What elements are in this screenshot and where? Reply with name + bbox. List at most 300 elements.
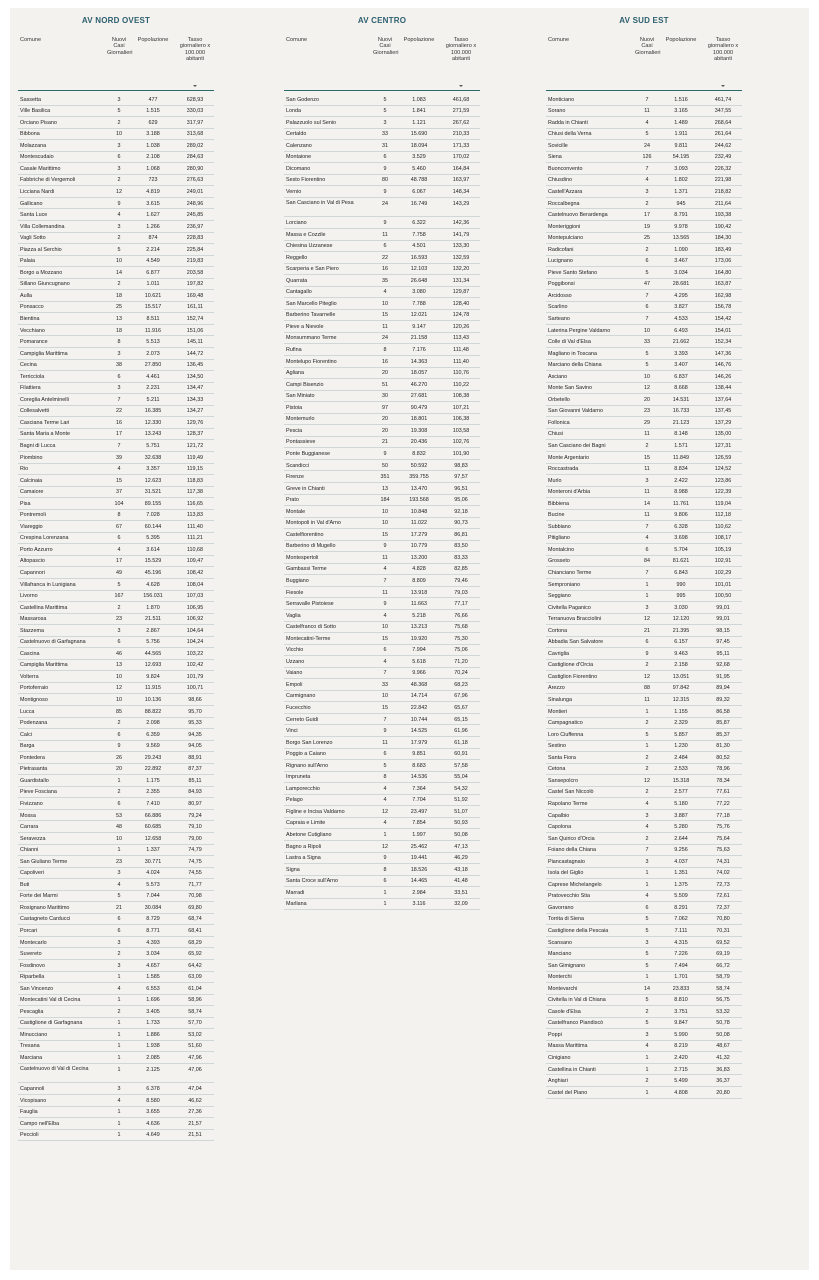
table-row xyxy=(18,683,214,695)
tasso-cell: 85,37 xyxy=(716,731,730,738)
comune-cell: Fauglia xyxy=(20,1109,38,1116)
comune-cell: Rapolano Terme xyxy=(548,800,588,807)
popolazione-cell: 14.363 xyxy=(410,358,428,365)
table-row xyxy=(18,94,214,106)
table-row xyxy=(284,252,480,264)
comune-cell: Monticiano xyxy=(548,96,575,103)
popolazione-cell: 8.729 xyxy=(146,916,160,923)
nuovi-casi-cell: 47 xyxy=(644,281,650,288)
comune-cell: Cantagallo xyxy=(286,289,312,296)
popolazione-cell: 81.621 xyxy=(672,558,690,565)
tasso-cell: 108,04 xyxy=(186,581,204,588)
table-row xyxy=(284,460,480,472)
popolazione-cell: 8.810 xyxy=(674,997,688,1004)
table-row xyxy=(18,591,214,603)
popolazione-cell: 6.067 xyxy=(412,188,426,195)
nuovi-casi-cell: 3 xyxy=(645,858,649,865)
nuovi-casi-cell: 2 xyxy=(645,754,649,761)
header-line: Tasso xyxy=(187,37,203,43)
nuovi-casi-cell: 11 xyxy=(644,108,650,115)
nuovi-casi-cell: 10 xyxy=(382,520,388,527)
popolazione-cell: 2.422 xyxy=(674,477,688,484)
sort-arrow-icon[interactable] xyxy=(193,85,197,87)
comune-cell: Bagno a Ripoli xyxy=(286,843,322,850)
table-row xyxy=(284,448,480,460)
section-av-centro xyxy=(284,8,480,910)
tasso-cell: 99,01 xyxy=(716,616,730,623)
popolazione-cell: 11.849 xyxy=(672,454,690,461)
popolazione-cell: 16.733 xyxy=(672,408,690,415)
popolazione-cell: 3.529 xyxy=(412,154,426,161)
table-row xyxy=(18,325,214,337)
nuovi-casi-cell: 10 xyxy=(116,697,122,704)
popolazione-cell: 19.920 xyxy=(410,635,428,642)
table-row xyxy=(284,541,480,553)
comune-cell: Poggibonsi xyxy=(548,281,575,288)
header-line: Nuovi Casi xyxy=(111,37,127,50)
popolazione-cell: 7.364 xyxy=(412,785,426,792)
tasso-cell: 107,21 xyxy=(452,404,470,411)
table-row xyxy=(18,383,214,395)
popolazione-cell: 8.291 xyxy=(674,904,688,911)
comune-cell: San Godenzo xyxy=(286,96,319,103)
tasso-cell: 161,11 xyxy=(186,304,204,311)
comune-cell: Fiesole xyxy=(286,589,304,596)
tasso-cell: 143,29 xyxy=(452,200,470,207)
nuovi-casi-cell: 3 xyxy=(117,870,121,877)
nuovi-casi-cell: 3 xyxy=(117,142,121,149)
comune-cell: Fucecchio xyxy=(286,704,311,711)
popolazione-cell: 990 xyxy=(676,581,686,588)
table-row xyxy=(546,706,742,718)
popolazione-cell: 10.621 xyxy=(144,292,162,299)
popolazione-cell: 15.517 xyxy=(144,304,162,311)
tasso-cell: 68,23 xyxy=(454,681,468,688)
tasso-cell: 113,43 xyxy=(452,335,470,342)
nuovi-casi-cell: 31 xyxy=(382,142,388,149)
nuovi-casi-cell: 22 xyxy=(382,254,388,261)
popolazione-cell: 13.051 xyxy=(672,673,690,680)
table-row xyxy=(18,1130,214,1142)
popolazione-cell: 5.180 xyxy=(674,800,688,807)
tasso-cell: 98,15 xyxy=(716,627,730,634)
comune-cell: Castell'Azzara xyxy=(548,188,583,195)
comune-cell: Calci xyxy=(20,731,32,738)
popolazione-cell: 2.214 xyxy=(146,246,160,253)
sort-arrow-icon[interactable] xyxy=(459,85,463,87)
nuovi-casi-cell: 1 xyxy=(645,743,649,750)
table-row xyxy=(284,425,480,437)
popolazione-cell: 9.824 xyxy=(146,673,160,680)
table-row xyxy=(18,972,214,984)
tasso-cell: 164,80 xyxy=(714,269,732,276)
tasso-cell: 276,63 xyxy=(186,177,204,184)
nuovi-casi-cell: 11 xyxy=(382,554,388,561)
nuovi-casi-cell: 1 xyxy=(645,1066,649,1073)
popolazione-cell: 16.749 xyxy=(410,200,428,207)
header-comune-label: Comune xyxy=(20,37,42,43)
popolazione-cell: 11.916 xyxy=(144,327,162,334)
comune-cell: Foiano della Chiana xyxy=(548,847,596,854)
popolazione-cell: 9.147 xyxy=(412,323,426,330)
comune-cell: Santa Croce sull'Arno xyxy=(286,878,338,885)
tasso-cell: 108,38 xyxy=(452,393,470,400)
popolazione-cell: 7.044 xyxy=(146,893,160,900)
tasso-cell: 110,68 xyxy=(186,546,204,553)
tasso-cell: 232,49 xyxy=(714,154,732,161)
table-row xyxy=(546,1064,742,1076)
tasso-cell: 77,22 xyxy=(716,800,730,807)
nuovi-casi-cell: 1 xyxy=(645,581,649,588)
popolazione-cell: 4.461 xyxy=(146,373,160,380)
comune-cell: Bibbiena xyxy=(548,500,569,507)
comune-cell: Vernio xyxy=(286,188,302,195)
popolazione-cell: 66.886 xyxy=(144,812,162,819)
tasso-cell: 74,79 xyxy=(188,847,202,854)
comune-cell: Castel del Piano xyxy=(548,1089,588,1096)
popolazione-cell: 27.850 xyxy=(144,362,162,369)
comune-cell: Castelfranco Piandiscò xyxy=(548,1020,604,1027)
popolazione-cell: 3.655 xyxy=(146,1109,160,1116)
comune-cell: Bibbona xyxy=(20,131,40,138)
nuovi-casi-cell: 3 xyxy=(645,477,649,484)
popolazione-cell: 2.867 xyxy=(146,627,160,634)
popolazione-cell: 6.328 xyxy=(674,523,688,530)
comune-cell: Castelnuovo Berardenga xyxy=(548,212,608,219)
nuovi-casi-cell: 4 xyxy=(645,119,649,126)
tasso-cell: 146,26 xyxy=(714,373,732,380)
table-row xyxy=(284,163,480,175)
section-title: AV CENTRO xyxy=(357,16,407,25)
tasso-cell: 122,39 xyxy=(714,489,732,496)
comune-cell: Montieri xyxy=(548,708,568,715)
nuovi-casi-cell: 6 xyxy=(117,639,121,646)
tasso-cell: 118,83 xyxy=(186,477,204,484)
table-row xyxy=(18,302,214,314)
tasso-cell: 79,24 xyxy=(188,812,202,819)
popolazione-cell: 2.420 xyxy=(674,1054,688,1061)
comune-cell: Massa Marittima xyxy=(548,1043,588,1050)
comune-cell: Filattiera xyxy=(20,385,41,392)
nuovi-casi-cell: 5 xyxy=(383,96,387,103)
comune-cell: Castelfiorentino xyxy=(286,531,324,538)
tasso-cell: 58,74 xyxy=(188,1008,202,1015)
nuovi-casi-cell: 9 xyxy=(383,165,387,172)
comune-cell: Anghiari xyxy=(548,1078,568,1085)
tasso-cell: 50,78 xyxy=(716,1020,730,1027)
table-row xyxy=(546,833,742,845)
nuovi-casi-cell: 5 xyxy=(645,362,649,369)
tasso-cell: 111,40 xyxy=(453,358,469,365)
comune-cell: Scansano xyxy=(548,939,572,946)
table-row xyxy=(284,241,480,253)
table-row xyxy=(18,752,214,764)
comune-cell: Impruneta xyxy=(286,774,311,781)
popolazione-cell: 7.111 xyxy=(674,927,688,934)
popolazione-cell: 5.704 xyxy=(674,546,688,553)
nuovi-casi-cell: 2 xyxy=(645,1078,649,1085)
table-row xyxy=(546,591,742,603)
table-row xyxy=(284,772,480,784)
comune-cell: Carrara xyxy=(20,824,39,831)
comune-cell: Seggiano xyxy=(548,593,571,600)
comune-cell: Volterra xyxy=(20,673,39,680)
nuovi-casi-cell: 50 xyxy=(382,462,388,469)
table-row xyxy=(546,221,742,233)
nuovi-casi-cell: 33 xyxy=(382,131,388,138)
tasso-cell: 71,20 xyxy=(454,658,468,665)
table-row xyxy=(546,1018,742,1030)
comune-cell: Vaiano xyxy=(286,670,303,677)
popolazione-cell: 9.978 xyxy=(674,223,688,230)
tasso-cell: 280,90 xyxy=(186,165,204,172)
table-row xyxy=(546,983,742,995)
comune-cell: Coreglia Antelminelli xyxy=(20,396,69,403)
nuovi-casi-cell: 1 xyxy=(117,1109,121,1116)
popolazione-cell: 7.994 xyxy=(412,647,426,654)
comune-cell: Palaia xyxy=(20,258,35,265)
tasso-cell: 106,38 xyxy=(452,416,470,423)
popolazione-cell: 19.441 xyxy=(410,855,428,862)
nuovi-casi-cell: 1 xyxy=(117,1031,121,1038)
comune-cell: Signa xyxy=(286,866,300,873)
table-row xyxy=(18,625,214,637)
comune-cell: Cortona xyxy=(548,627,568,634)
comune-cell: Villafranca in Lunigiana xyxy=(20,581,76,588)
table-row xyxy=(284,129,480,141)
table-row xyxy=(546,902,742,914)
nuovi-casi-cell: 16 xyxy=(116,419,122,426)
nuovi-casi-cell: 10 xyxy=(644,373,650,380)
comune-cell: Orbetello xyxy=(548,396,570,403)
tasso-cell: 71,77 xyxy=(188,881,202,888)
table-row xyxy=(284,853,480,865)
table-row xyxy=(546,117,742,129)
table-row xyxy=(546,313,742,325)
table-row xyxy=(284,829,480,841)
nuovi-casi-cell: 97 xyxy=(382,404,388,411)
tasso-cell: 108,17 xyxy=(714,535,732,542)
tasso-cell: 57,58 xyxy=(454,762,468,769)
tasso-cell: 248,96 xyxy=(186,200,204,207)
comune-cell: Terranuova Bracciolini xyxy=(548,616,602,623)
table-row xyxy=(284,529,480,541)
comune-cell: Guardistallo xyxy=(20,777,49,784)
table-row xyxy=(18,902,214,914)
nuovi-casi-cell: 9 xyxy=(117,743,121,750)
table-row xyxy=(18,544,214,556)
nuovi-casi-cell: 11 xyxy=(382,589,388,596)
comune-cell: Castiglione di Garfagnana xyxy=(20,1020,83,1027)
header-line: Giornalieri xyxy=(635,49,661,56)
nuovi-casi-cell: 351 xyxy=(380,474,390,481)
table-row xyxy=(18,267,214,279)
comune-cell: Vaglia xyxy=(286,612,301,619)
tasso-cell: 79,00 xyxy=(188,835,202,842)
comune-cell: Orciano Pisano xyxy=(20,119,57,126)
tasso-cell: 134,33 xyxy=(186,396,204,403)
header-line: Popolazione xyxy=(665,37,697,43)
tasso-cell: 41,48 xyxy=(454,878,468,885)
popolazione-cell: 1.155 xyxy=(674,708,688,715)
comune-cell: Sovicille xyxy=(548,142,568,149)
popolazione-cell: 21.395 xyxy=(672,627,690,634)
popolazione-cell: 29.243 xyxy=(144,754,162,761)
tasso-cell: 58,74 xyxy=(716,985,730,992)
comune-cell: Barberino di Mugello xyxy=(286,543,336,550)
popolazione-cell: 3.030 xyxy=(674,604,688,611)
nuovi-casi-cell: 1 xyxy=(117,1132,121,1139)
comune-cell: Civitella Paganico xyxy=(548,604,591,611)
tasso-cell: 151,06 xyxy=(186,327,204,334)
nuovi-casi-cell: 5 xyxy=(645,731,649,738)
popolazione-cell: 1.337 xyxy=(146,847,160,854)
popolazione-cell: 2.644 xyxy=(674,835,688,842)
comune-cell: Empoli xyxy=(286,681,303,688)
popolazione-cell: 8.148 xyxy=(674,431,688,438)
nuovi-casi-cell: 5 xyxy=(117,893,121,900)
tasso-cell: 148,34 xyxy=(452,188,470,195)
popolazione-cell: 874 xyxy=(148,235,158,242)
nuovi-casi-cell: 84 xyxy=(644,558,650,565)
nuovi-casi-cell: 10 xyxy=(382,508,388,515)
table-row xyxy=(284,575,480,587)
comune-cell: Poppi xyxy=(548,1031,562,1038)
popolazione-cell: 6.877 xyxy=(146,269,160,276)
nuovi-casi-cell: 14 xyxy=(116,269,122,276)
tasso-cell: 21,57 xyxy=(188,1120,202,1127)
popolazione-cell: 477 xyxy=(148,96,158,103)
tasso-cell: 236,97 xyxy=(186,223,204,230)
nuovi-casi-cell: 6 xyxy=(383,243,387,250)
comune-cell: Collesalvetti xyxy=(20,408,50,415)
nuovi-casi-cell: 3 xyxy=(117,939,121,946)
popolazione-cell: 11.663 xyxy=(410,601,428,608)
popolazione-cell: 2.355 xyxy=(146,789,160,796)
table-row xyxy=(284,760,480,772)
comune-cell: Montalcino xyxy=(548,546,575,553)
popolazione-cell: 2.098 xyxy=(146,720,160,727)
comune-cell: Londa xyxy=(286,108,301,115)
popolazione-cell: 5.499 xyxy=(674,1078,688,1085)
tasso-cell: 261,64 xyxy=(714,131,732,138)
nuovi-casi-cell: 15 xyxy=(382,704,388,711)
popolazione-cell: 1.585 xyxy=(146,974,160,981)
nuovi-casi-cell: 5 xyxy=(117,246,121,253)
table-row xyxy=(284,298,480,310)
comune-cell: Massarosa xyxy=(20,616,47,623)
table-row xyxy=(546,948,742,960)
table-row xyxy=(18,1052,214,1064)
table-row xyxy=(18,868,214,880)
tasso-cell: 77,18 xyxy=(716,812,730,819)
table-row xyxy=(284,725,480,737)
comune-cell: Campo nell'Elba xyxy=(20,1120,60,1127)
table-row xyxy=(284,356,480,368)
comune-cell: Agliana xyxy=(286,370,304,377)
table-row xyxy=(546,348,742,360)
nuovi-casi-cell: 11 xyxy=(644,466,650,473)
tasso-cell: 92,68 xyxy=(716,662,730,669)
popolazione-cell: 12.315 xyxy=(672,697,690,704)
comune-cell: Montopoli in Val d'Arno xyxy=(286,520,341,527)
table-row xyxy=(18,452,214,464)
nuovi-casi-cell: 19 xyxy=(644,223,650,230)
nuovi-casi-cell: 4 xyxy=(117,466,121,473)
tasso-cell: 162,98 xyxy=(714,292,732,299)
table-row xyxy=(284,864,480,876)
popolazione-cell: 3.080 xyxy=(412,289,426,296)
nuovi-casi-cell: 5 xyxy=(383,762,387,769)
popolazione-cell: 2.577 xyxy=(674,789,688,796)
table-row xyxy=(546,94,742,106)
nuovi-casi-cell: 4 xyxy=(383,797,387,804)
tasso-cell: 79,03 xyxy=(454,589,468,596)
nuovi-casi-cell: 9 xyxy=(383,855,387,862)
tasso-cell: 89,32 xyxy=(716,697,730,704)
table-row xyxy=(18,1029,214,1041)
nuovi-casi-cell: 6 xyxy=(383,751,387,758)
table-row xyxy=(18,498,214,510)
popolazione-cell: 5.990 xyxy=(674,1031,688,1038)
comune-cell: Piombino xyxy=(20,454,43,461)
table-row xyxy=(546,995,742,1007)
table-header xyxy=(546,37,742,91)
popolazione-cell: 2.329 xyxy=(674,720,688,727)
table-row xyxy=(18,995,214,1007)
header-line: Tasso xyxy=(453,37,469,43)
tasso-cell: 90,73 xyxy=(454,520,468,527)
popolazione-cell: 22.892 xyxy=(144,766,162,773)
table-row xyxy=(284,876,480,888)
popolazione-cell: 3.615 xyxy=(146,200,160,207)
comune-cell: Montignoso xyxy=(20,697,48,704)
nuovi-casi-cell: 10 xyxy=(116,258,122,265)
tasso-cell: 132,20 xyxy=(452,266,470,273)
nuovi-casi-cell: 6 xyxy=(645,304,649,311)
comune-cell: Monsummano Terme xyxy=(286,335,337,342)
comune-cell: Licciana Nardi xyxy=(20,188,55,195)
table-row xyxy=(284,702,480,714)
popolazione-cell: 10.744 xyxy=(410,716,428,723)
tasso-cell: 128,37 xyxy=(186,431,204,438)
nuovi-casi-cell: 10 xyxy=(644,327,650,334)
table-body xyxy=(546,94,742,1099)
nuovi-casi-cell: 184 xyxy=(380,497,390,504)
popolazione-cell: 3.093 xyxy=(674,165,688,172)
comune-cell: Ville Basilica xyxy=(20,108,51,115)
nuovi-casi-cell: 2 xyxy=(117,281,121,288)
popolazione-cell: 9.256 xyxy=(674,847,688,854)
comune-cell: Camaiore xyxy=(20,489,44,496)
tasso-cell: 46,29 xyxy=(454,855,468,862)
comune-cell: Montemurlo xyxy=(286,416,315,423)
tasso-cell: 85,11 xyxy=(188,777,202,784)
sort-arrow-icon[interactable] xyxy=(721,85,725,87)
header-line: abitanti xyxy=(713,56,733,63)
table-header xyxy=(18,37,214,91)
nuovi-casi-cell: 5 xyxy=(645,269,649,276)
popolazione-cell: 8.834 xyxy=(674,466,688,473)
nuovi-casi-cell: 1 xyxy=(117,1020,121,1027)
table-row xyxy=(18,279,214,291)
popolazione-cell: 89.155 xyxy=(144,500,162,507)
popolazione-cell: 9.966 xyxy=(412,670,426,677)
tasso-cell: 108,42 xyxy=(186,570,204,577)
table-row xyxy=(284,117,480,129)
tasso-cell: 249,01 xyxy=(186,188,204,195)
nuovi-casi-cell: 3 xyxy=(645,604,649,611)
